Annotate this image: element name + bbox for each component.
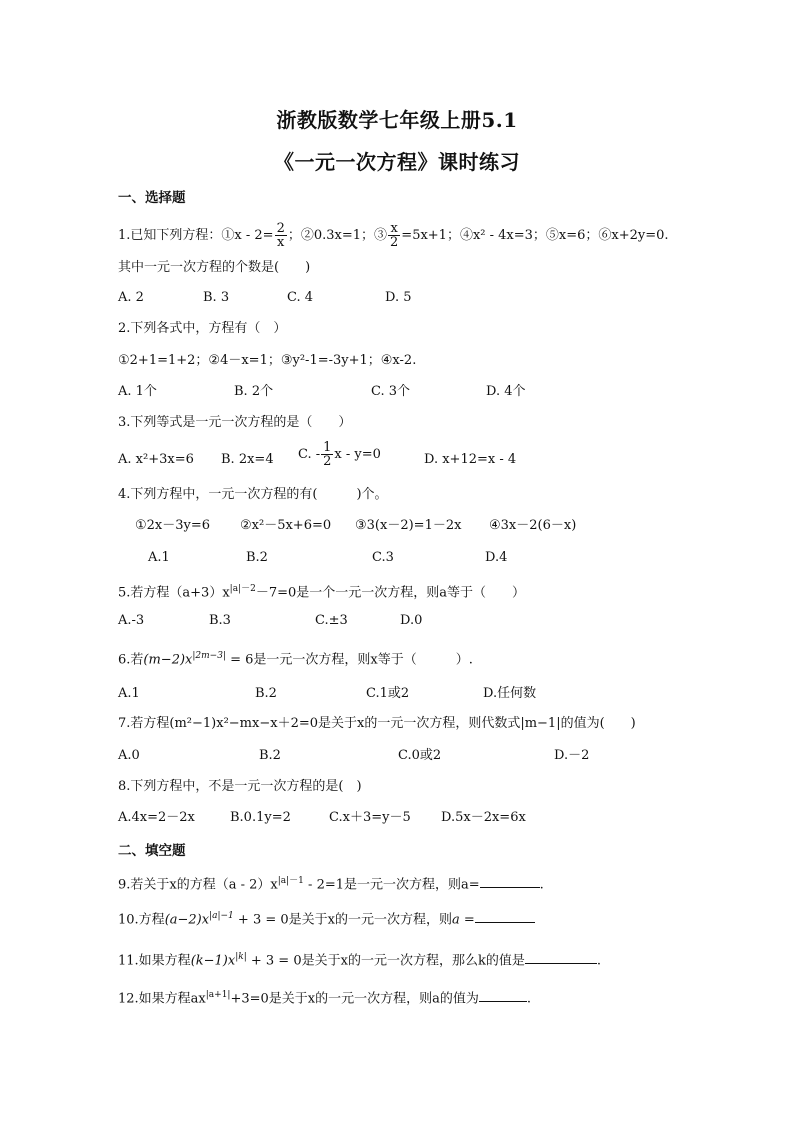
question-9-stem: 9.若关于x的方程$(a - 2)x^{|a|-1} - 2=1$是一元一次方程，则a= . [118,872,544,894]
option-7a: A.0 [118,748,140,763]
question-4-item-2: ②x²－5x+6=0 [240,518,332,533]
option-8d: D.5x－2x=6x [441,810,526,825]
option-3b: B. 2x=4 [221,452,274,467]
option-3a: A. x²+3x=6 [118,452,194,467]
question-1-stem: 1.已知下列方程：①x - 2= $\frac{2}{x}$ ；②0.3x=1；③ $\frac{x}{2}$ =5x+1；④x² - 4x=3；⑤x=6；⑥x+2y=0. [118,221,669,250]
option-2b: B. 2个 [234,384,274,399]
option-4d: D.4 [485,550,508,565]
option-5d: D.0 [400,613,423,628]
question-7-stem: 7.若方程(m²−1)x²−mx−x＋2=0是关于x的一元一次方程，则代数式|m−1|的值为( ) [118,716,636,731]
option-5c: C.±3 [315,613,348,628]
fraction: $\frac{1}{2}$ [323,440,332,469]
option-1b: B. 3 [203,290,230,305]
option-1c: C. 4 [287,290,314,305]
fraction: $\frac{2}{x}$ [276,221,285,250]
section-heading-choice: 一、选择题 [118,190,186,206]
question-2-items: ①2+1=1+2；②4－x=1；③y²-1=-3y+1；④x-2. [118,353,417,368]
option-5b: B.3 [209,613,231,628]
option-6a: A.1 [118,686,140,701]
option-5a: A.-3 [118,613,145,628]
option-4c: C.3 [372,550,394,565]
question-11-stem: 11.如果方程$(k-1)x^{|k|} + 3 = 0$是关于x的一元一次方程，那么k的值是 . [118,948,601,970]
option-8a: A.4x=2－2x [118,810,195,825]
question-4-item-1: ①2x－3y=6 [135,518,211,533]
option-7c: C.0或2 [398,748,442,763]
option-1d: D. 5 [385,290,412,305]
option-6d: D.任何数 [483,686,537,701]
option-4b: B.2 [246,550,268,565]
section-heading-fill: 二、填空题 [118,843,186,859]
option-1a: A. 2 [118,290,144,305]
answer-blank[interactable] [525,949,597,964]
answer-blank[interactable] [480,873,540,888]
option-3d: D. x+12=x - 4 [424,452,517,467]
option-7d: D.－2 [554,748,590,763]
question-6-stem: 6.若$(m-2)x^{|2m-3|} = 6$是一元一次方程，则x等于（ ）. [118,651,473,668]
option-2d: D. 4个 [486,384,526,399]
fraction: $\frac{x}{2}$ [390,221,399,250]
option-2a: A. 1个 [118,384,157,399]
option-6b: B.2 [255,686,277,701]
option-8c: C.x＋3=y－5 [329,810,411,825]
question-10-stem: 10.方程$(a-2)x^{|a|-1} + 3 = 0$是关于x的一元一次方程，则a = [118,907,535,929]
question-4-item-3: ③3(x－2)=1－2x [355,518,462,533]
question-5-stem: 5.若方程$(a+3)x^{|a|-2}-7=0$是一个一元一次方程，则a等于（ ） [118,584,526,601]
answer-blank[interactable] [479,987,527,1002]
page-title: 浙教版数学七年级上册5.1 [276,108,518,132]
question-3-stem: 3.下列等式是一元一次方程的是（ ） [118,415,352,430]
page-subtitle: 《一元一次方程》课时练习 [274,150,520,174]
option-3c: C. - $\frac{1}{2}$ x - y=0 [298,440,381,469]
option-6c: C.1或2 [366,686,410,701]
question-1-line2: 其中一元一次方程的个数是( ) [118,260,311,275]
question-12-stem: 12.如果方程$ax^{|a+1|}+3=0$是关于x的一元一次方程，则a的值为 . [118,986,531,1008]
question-2-stem: 2.下列各式中，方程有（ ） [118,321,287,336]
answer-blank[interactable] [475,908,535,923]
option-2c: C. 3个 [371,384,411,399]
option-7b: B.2 [259,748,281,763]
question-4-stem: 4.下列方程中，一元一次方程的有( )个。 [118,487,388,502]
option-4a: A.1 [148,550,170,565]
option-8b: B.0.1y=2 [230,810,291,825]
question-4-item-4: ④3x－2(6－x) [489,518,577,533]
question-8-stem: 8.下列方程中，不是一元一次方程的是( ) [118,779,362,794]
